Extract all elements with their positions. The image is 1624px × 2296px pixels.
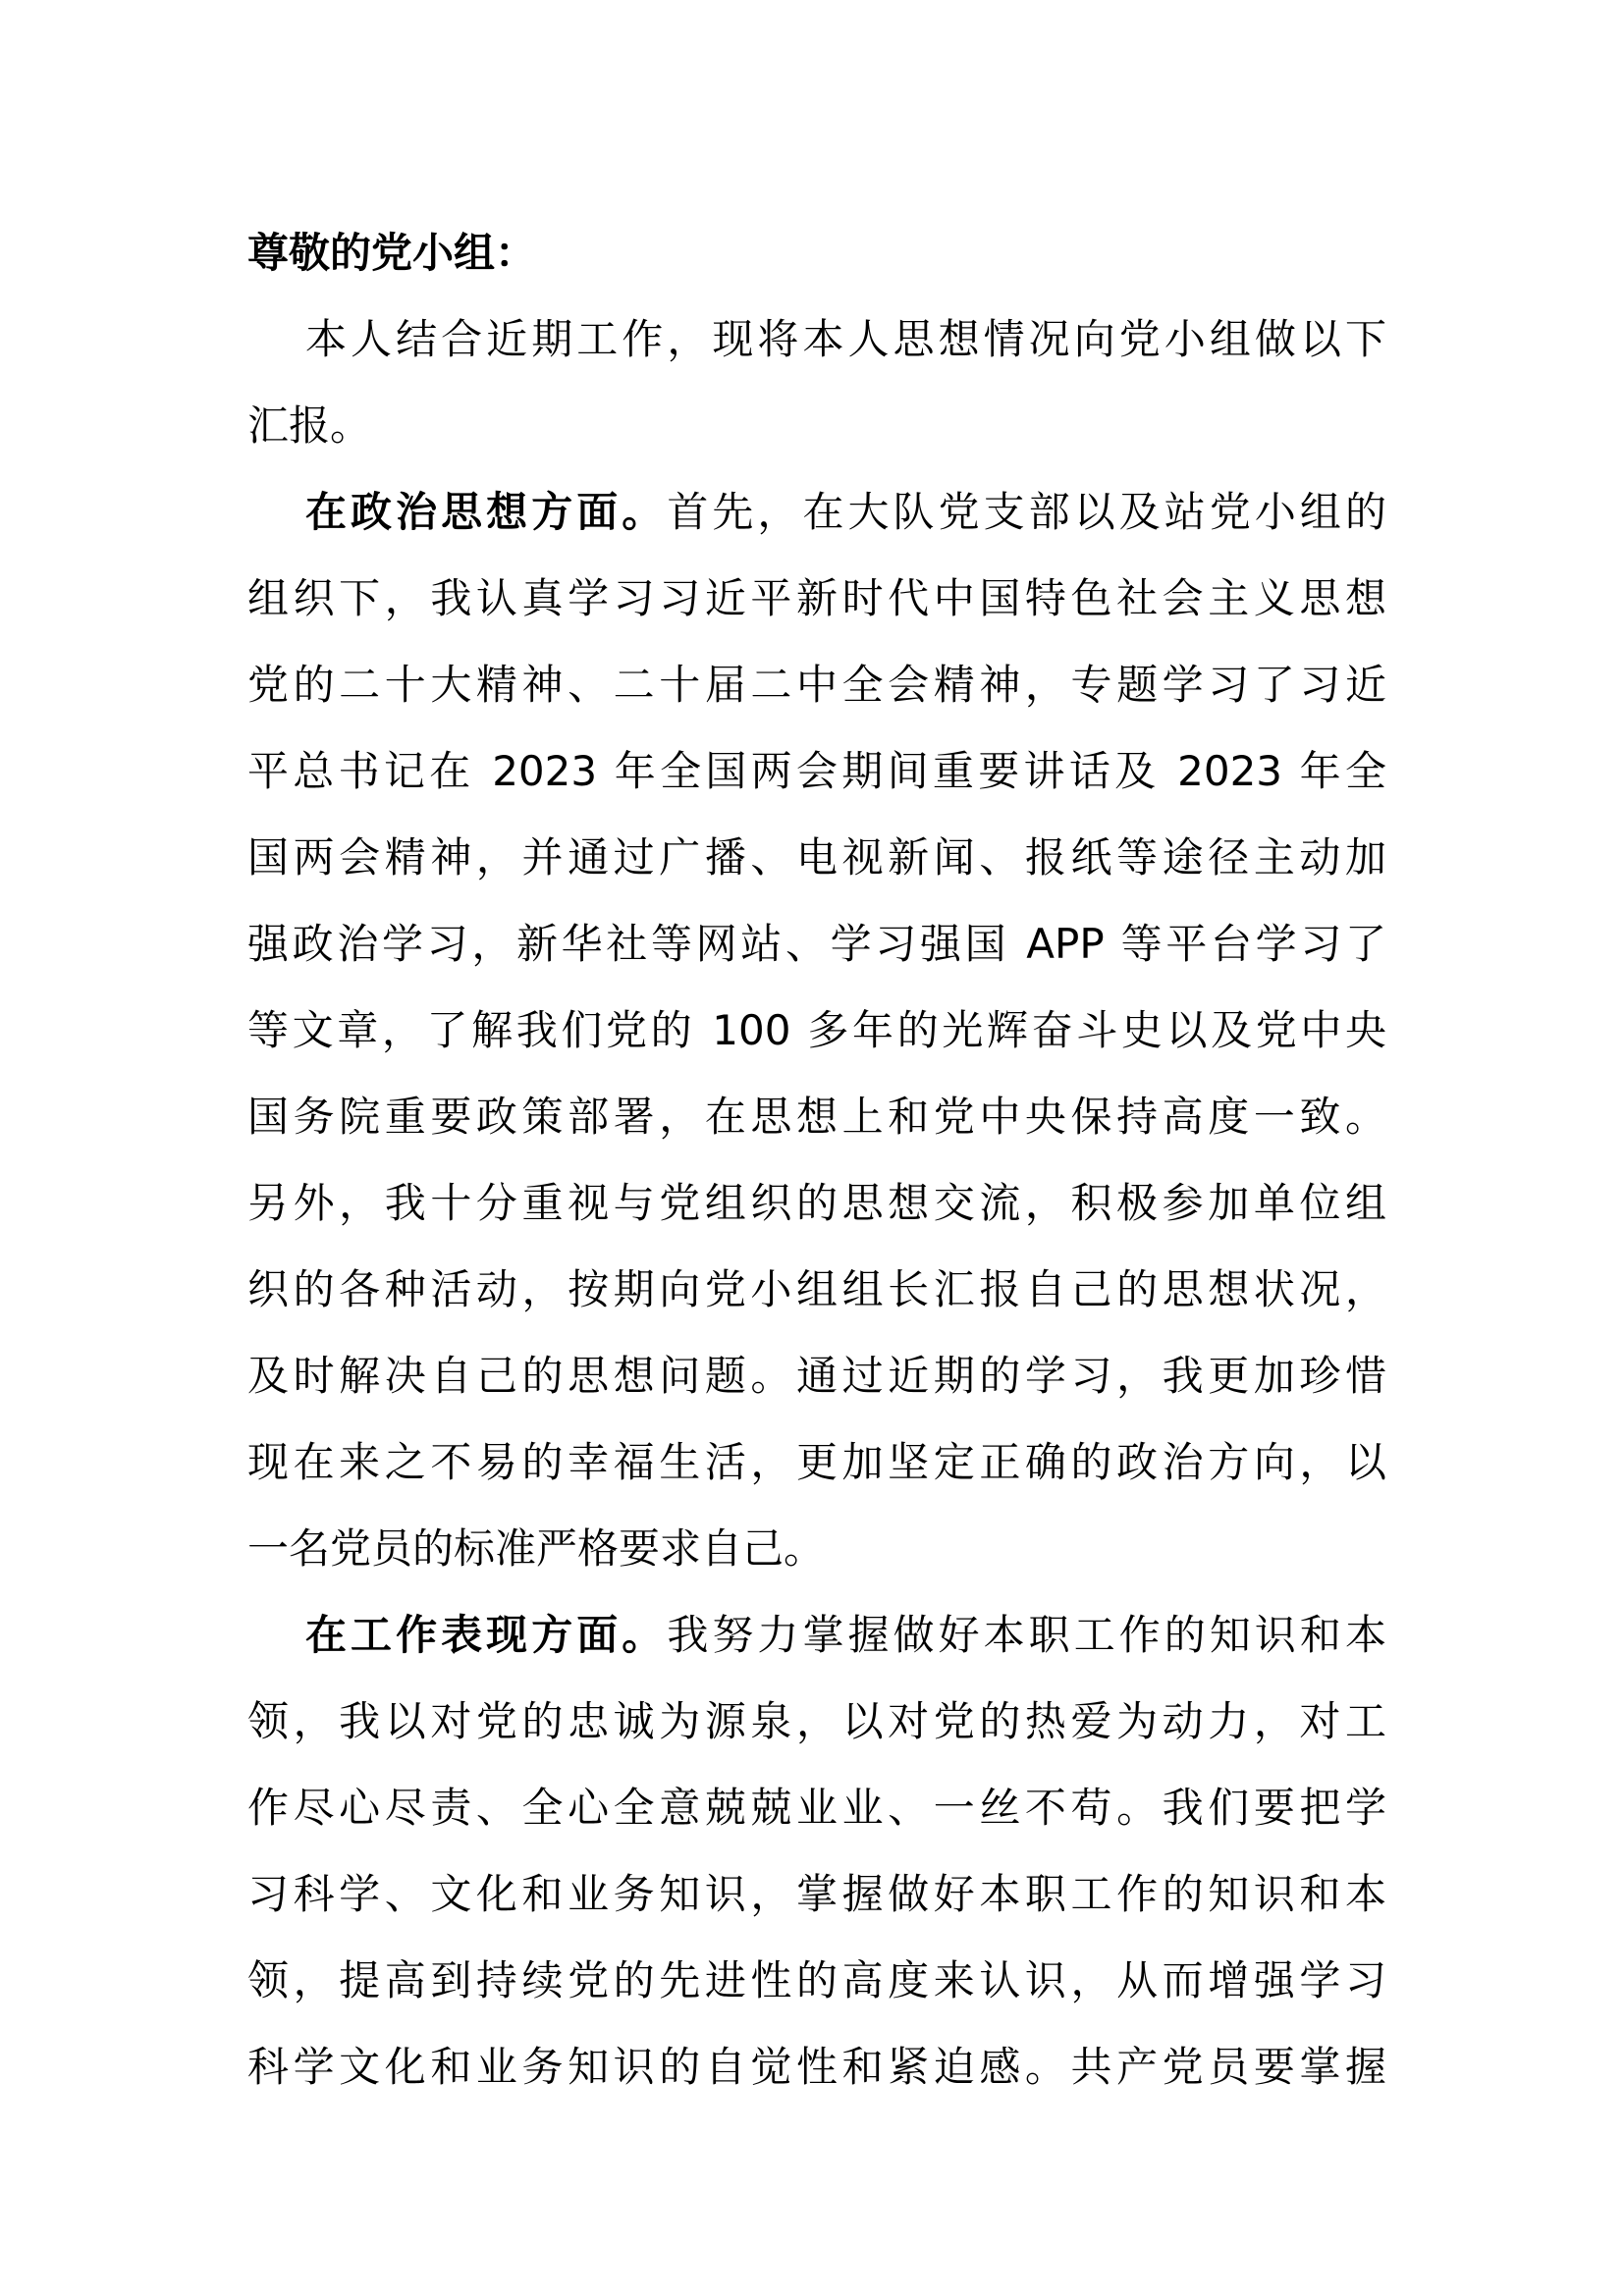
paragraph-line-text: 首先，在大队党支部以及站党小组的 (667, 488, 1386, 536)
paragraph-political-thought (247, 469, 1386, 1592)
paragraph-line: 另外，我十分重视与党组织的思想交流，积极参加单位组 (247, 1179, 1386, 1227)
paragraph-line: 汇报。 (247, 401, 372, 450)
paragraph-first-line (247, 469, 1386, 556)
paragraph-line: 党的二十大精神、二十届二中全会精神，专题学习了习近 (247, 661, 1386, 709)
paragraph-line: 织的各种活动，按期向党小组组长汇报自己的思想状况， (247, 1265, 1386, 1313)
paragraph-line: 国务院重要政策部署，在思想上和党中央保持高度一致。 (247, 1093, 1386, 1141)
paragraph-first-line (247, 1592, 1386, 1679)
paragraph-work-performance (247, 1592, 1386, 2110)
document-body (247, 210, 1386, 2110)
paragraph-line: 及时解决自己的思想问题。通过近期的学习，我更加珍惜 (247, 1352, 1386, 1400)
paragraph-line: 等文章，了解我们党的 100 多年的光辉奋斗史以及党中央 (247, 1006, 1386, 1054)
paragraph-line: 组织下，我认真学习习近平新时代中国特色社会主义思想 (247, 574, 1386, 622)
salutation: 尊敬的党小组： (247, 229, 537, 277)
section-heading-political: 在政治思想方面。 (305, 488, 668, 536)
paragraph-line: 领，提高到持续党的先进性的高度来认识，从而增强学习 (247, 1956, 1386, 2004)
paragraph-line: 现在来之不易的幸福生活，更加坚定正确的政治方向，以 (247, 1438, 1386, 1486)
paragraph-line: 领，我以对党的忠诚为源泉，以对党的热爱为动力，对工 (247, 1697, 1386, 1745)
paragraph-line: 国两会精神，并通过广播、电视新闻、报纸等途径主动加 (247, 833, 1386, 881)
paragraph-line-text: 我努力掌握做好本职工作的知识和本 (667, 1611, 1386, 1659)
paragraph-line: 平总书记在 2023 年全国两会期间重要讲话及 2023 年全 (247, 747, 1386, 795)
paragraph-line: 作尽心尽责、全心全意兢兢业业、一丝不苟。我们要把学 (247, 1784, 1386, 1832)
section-heading-work: 在工作表现方面。 (305, 1611, 668, 1659)
paragraph-intro (247, 296, 1386, 469)
paragraph-line: 强政治学习，新华社等网站、学习强国 APP 等平台学习了 (247, 920, 1386, 968)
paragraph-line: 一名党员的标准严格要求自己。 (247, 1524, 826, 1573)
paragraph-line: 习科学、文化和业务知识，掌握做好本职工作的知识和本 (247, 1870, 1386, 1918)
paragraph-line: 科学文化和业务知识的自觉性和紧迫感。共产党员要掌握 (247, 2043, 1386, 2091)
paragraph-line: 本人结合近期工作，现将本人思想情况向党小组做以下 (305, 315, 1386, 363)
